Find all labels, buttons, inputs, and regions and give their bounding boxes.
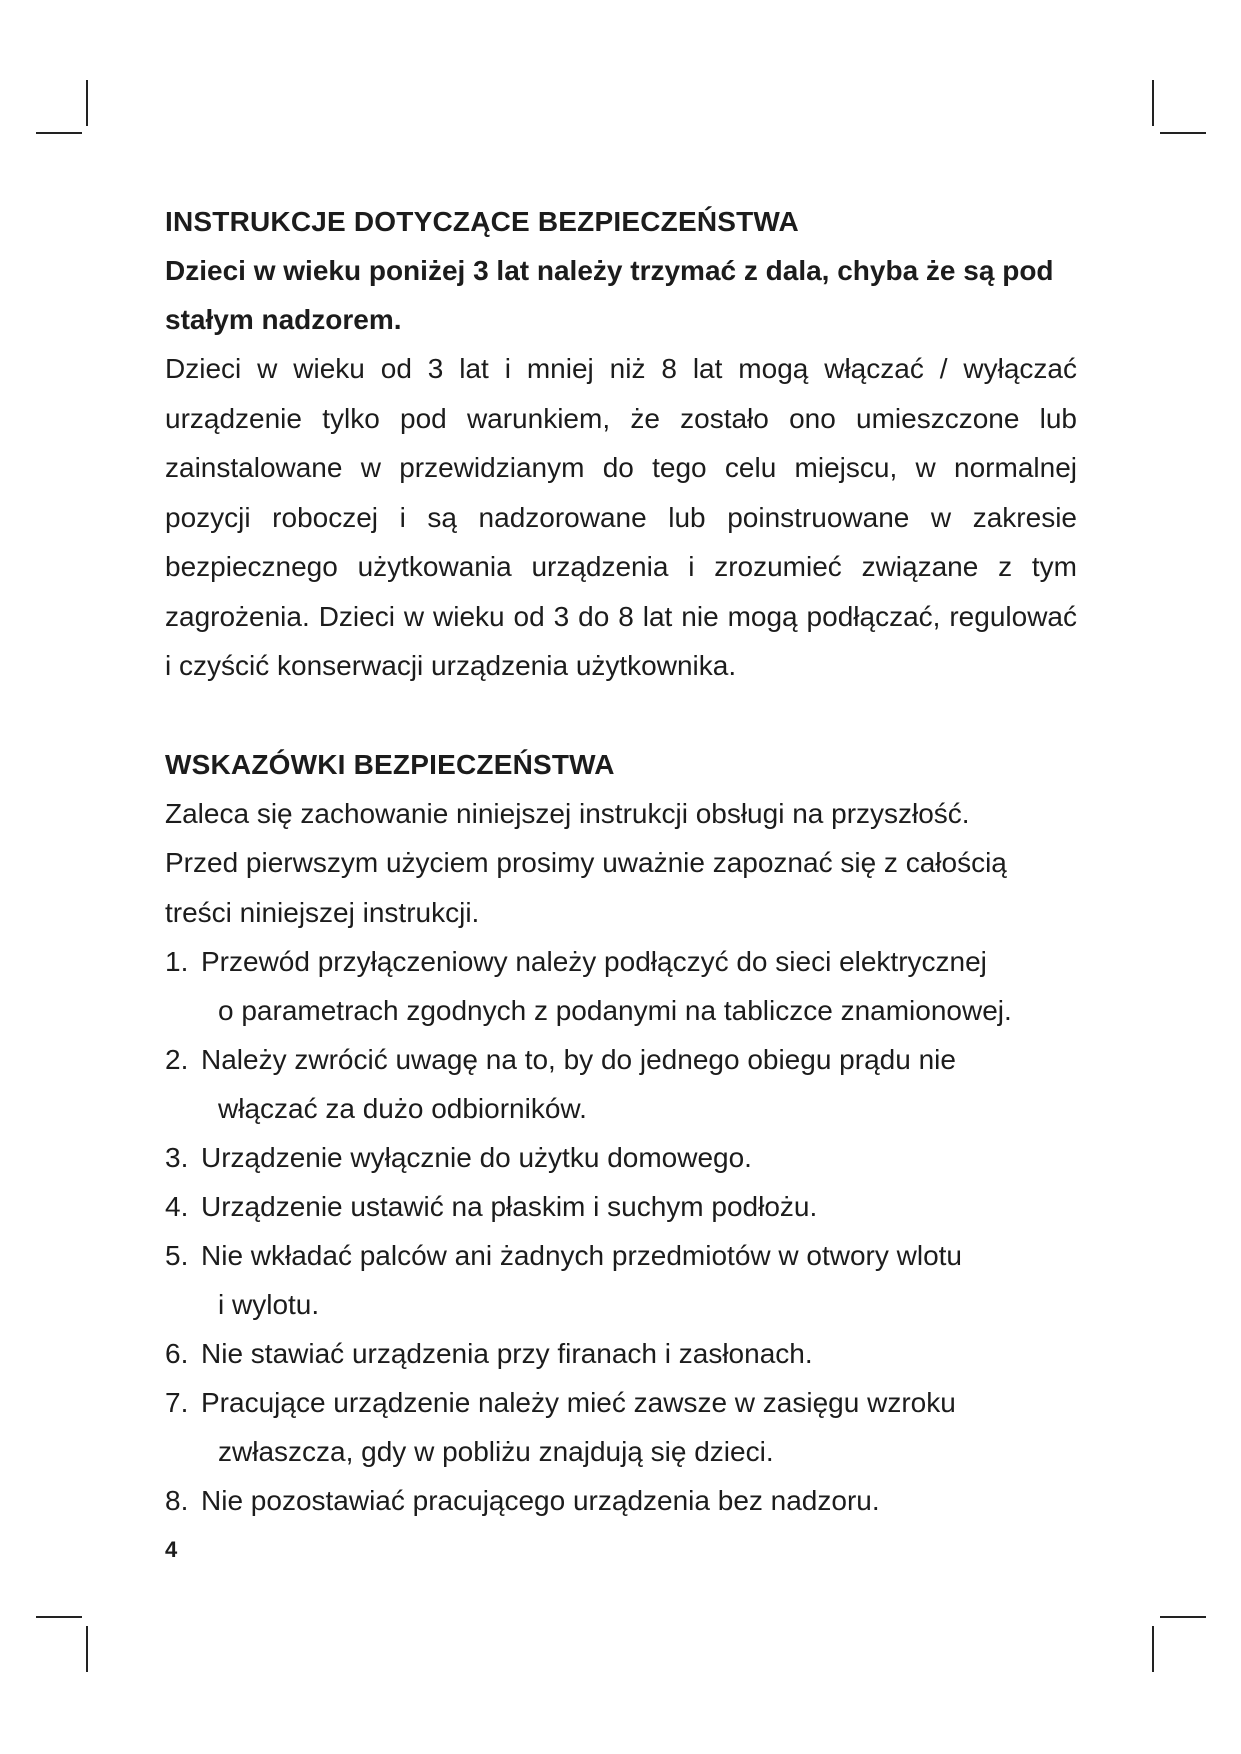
list-item (165, 1231, 1077, 1329)
list-item (165, 1133, 1077, 1182)
list-item-number: 8. (165, 1485, 189, 1516)
crop-mark-bottom-left-vertical (86, 1626, 88, 1672)
crop-mark-bottom-left-horizontal (36, 1616, 82, 1618)
list-item-text: Przewód przyłączeniowy należy podłączyć do sieci elektrycznej (201, 946, 987, 977)
list-item-number: 3. (165, 1142, 189, 1173)
list-item-continuation: włączać za dużo odbiorników. (218, 1093, 587, 1124)
list-item-continuation: zwłaszcza, gdy w pobliżu znajdują się dzieci. (218, 1436, 774, 1467)
list-item-text: Urządzenie wyłącznie do użytku domowego. (201, 1142, 752, 1173)
page-content (165, 198, 1077, 1525)
list-item (165, 1476, 1077, 1525)
list-item-number: 4. (165, 1191, 189, 1222)
section-title-safety-instructions: INSTRUKCJE DOTYCZĄCE BEZPIECZEŃSTWA (165, 206, 799, 237)
list-item-number: 1. (165, 946, 189, 977)
crop-mark-top-right-horizontal (1160, 132, 1206, 134)
intro-keep-manual: Zaleca się zachowanie niniejszej instrukcji obsługi na przyszłość. (165, 797, 970, 829)
list-item-continuation: o parametrach zgodnych z podanymi na tabliczce znamionowej. (218, 995, 1012, 1026)
crop-mark-top-right-vertical (1152, 80, 1154, 126)
children-usage-paragraph: Dzieci w wieku od 3 lat i mniej niż 8 lat mogą włączać / wyłączać urządzenie tylko pod warunkiem, że zostało ono umieszczone lub zainstalowane w przewidzianym do tego celu miejscu, w normalnej pozycji roboczej i są nadzorowane lub poinstruowane w zakresie bezpiecznego użytkowania urządzenia i zrozumieć związane z tym zagrożenia. Dzieci w wieku od 3 do 8 lat nie mogą podłączać, regulować i czyścić konserwacji urządzenia użytkownika. (165, 353, 1077, 681)
list-item-number: 2. (165, 1044, 189, 1075)
crop-mark-top-left-vertical (86, 80, 88, 126)
crop-mark-top-left-horizontal (36, 132, 82, 134)
list-item (165, 1035, 1077, 1133)
list-item-number: 5. (165, 1240, 189, 1271)
list-item-text: Urządzenie ustawić na płaskim i suchym podłożu. (201, 1191, 818, 1222)
list-item (165, 1378, 1077, 1476)
list-item-number: 7. (165, 1387, 189, 1418)
section-title-safety-tips: WSKAZÓWKI BEZPIECZEŃSTWA (165, 748, 615, 780)
list-item (165, 1182, 1077, 1231)
list-item-number: 6. (165, 1338, 189, 1369)
intro-read-before-use: Przed pierwszym użyciem prosimy uważnie zapoznać się z całością treści niniejszej instrukcji. (165, 847, 1007, 928)
children-warning-lead: Dzieci w wieku poniżej 3 lat należy trzymać z dala, chyba że są pod stałym nadzorem. (165, 255, 1054, 335)
crop-mark-bottom-right-vertical (1152, 1626, 1154, 1672)
list-item-text: Nie pozostawiać pracującego urządzenia bez nadzoru. (201, 1485, 880, 1516)
list-item-text: Nie stawiać urządzenia przy firanach i zasłonach. (201, 1338, 813, 1369)
list-item (165, 1329, 1077, 1378)
list-item (165, 937, 1077, 1035)
list-item-text: Nie wkładać palców ani żadnych przedmiotów w otwory wlotu (201, 1240, 963, 1271)
list-item-text: Należy zwrócić uwagę na to, by do jednego obiegu prądu nie (201, 1044, 956, 1075)
page-number: 4 (165, 1537, 178, 1562)
list-item-continuation: i wylotu. (218, 1289, 320, 1320)
list-item-text: Pracujące urządzenie należy mieć zawsze w zasięgu wzroku (201, 1387, 956, 1418)
safety-tips-list (165, 937, 1077, 1525)
crop-mark-bottom-right-horizontal (1160, 1616, 1206, 1618)
